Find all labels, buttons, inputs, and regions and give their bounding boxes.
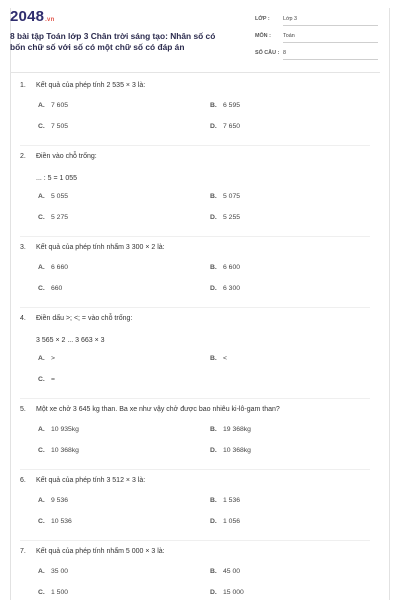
option-a[interactable]: A. 10 935kg [38, 426, 79, 433]
site-logo[interactable] [10, 8, 54, 25]
question-divider [20, 398, 370, 399]
option-b[interactable]: B. 6 595 [210, 102, 241, 109]
question-body: Kết quả của phép tính 2 535 × 3 là: [36, 82, 146, 89]
question-text [20, 402, 380, 424]
option-row [20, 495, 380, 516]
meta-value: 8 [283, 50, 378, 60]
question-body: Kết quả của phép tính nhẩm 3 300 × 2 là: [36, 244, 165, 251]
option-row [20, 212, 380, 233]
meta-value: Toán [283, 33, 378, 43]
option-d[interactable]: D. 10 368kg [210, 447, 251, 454]
option-c[interactable]: C. 5 275 [38, 214, 69, 221]
meta-label: MÔN : [255, 33, 271, 39]
question-number: 4. [20, 315, 26, 322]
question-divider [20, 307, 370, 308]
meta-label: LỚP : [255, 16, 270, 22]
question-1 [20, 78, 380, 146]
document-header [10, 8, 380, 70]
question-number: 6. [20, 477, 26, 484]
question-number: 2. [20, 153, 26, 160]
option-d[interactable]: D. 5 255 [210, 214, 241, 221]
option-b[interactable]: B. < [210, 355, 227, 362]
option-d[interactable]: D. 6 300 [210, 285, 241, 292]
option-row [20, 191, 380, 212]
question-text [20, 240, 380, 262]
question-body: Kết quả của phép tính 3 512 × 3 là: [36, 477, 146, 484]
option-row [20, 374, 380, 395]
option-b[interactable]: B. 45 00 [210, 568, 241, 575]
question-body: Điền vào chỗ trống: [36, 153, 97, 160]
option-row [20, 587, 380, 600]
option-c[interactable]: C. 10 536 [38, 518, 72, 525]
option-row [20, 100, 380, 121]
question-divider [20, 469, 370, 470]
question-7 [20, 544, 380, 600]
meta-row-class [255, 16, 385, 33]
meta-row-subject [255, 33, 385, 50]
question-divider [20, 145, 370, 146]
option-row [20, 424, 380, 445]
option-c[interactable]: C. 10 368kg [38, 447, 79, 454]
meta-row-count [255, 50, 385, 67]
question-body: Kết quả của phép tính nhẩm 5 000 × 3 là: [36, 548, 165, 555]
option-row [20, 283, 380, 304]
question-divider [20, 236, 370, 237]
question-number: 7. [20, 548, 26, 555]
page-title: 8 bài tập Toán lớp 3 Chân trời sáng tạo: Nhân số có bốn chữ số với số có một chữ số có đáp án [10, 31, 216, 52]
option-b[interactable]: B. 19 368kg [210, 426, 251, 433]
header-divider [10, 72, 380, 73]
option-a[interactable]: A. 35 00 [38, 568, 69, 575]
option-b[interactable]: B. 5 075 [210, 193, 241, 200]
option-c[interactable]: C. 7 505 [38, 123, 69, 130]
option-d[interactable]: D. 7 650 [210, 123, 241, 130]
option-d[interactable]: D. 15 000 [210, 589, 244, 596]
option-d[interactable]: D. 1 056 [210, 518, 241, 525]
question-6 [20, 473, 380, 541]
question-3 [20, 240, 380, 308]
logo-main: 2048 [10, 8, 45, 25]
question-4 [20, 311, 380, 399]
question-body: Điền dấu >; <; = vào chỗ trống: [36, 315, 133, 322]
meta-label: SỐ CÂU : [255, 50, 280, 56]
question-text [20, 149, 380, 171]
logo-sub: .vn [45, 17, 55, 23]
question-2 [20, 149, 380, 237]
question-text [20, 311, 380, 333]
option-c[interactable]: C. 1 500 [38, 589, 69, 596]
option-c[interactable]: C. 660 [38, 285, 63, 292]
option-c[interactable]: C. = [38, 376, 55, 383]
option-a[interactable]: A. 6 660 [38, 264, 69, 271]
question-text [20, 473, 380, 495]
option-row [20, 516, 380, 537]
question-5 [20, 402, 380, 470]
question-body: Một xe chở 3 645 kg than. Ba xe như vậy chở được bao nhiêu ki-lô-gam than? [36, 406, 280, 413]
option-b[interactable]: B. 1 536 [210, 497, 241, 504]
question-number: 1. [20, 82, 26, 89]
question-list [20, 78, 380, 600]
question-expression: 3 565 × 2 ... 3 663 × 3 [36, 337, 105, 344]
option-row [20, 353, 380, 374]
option-row [20, 121, 380, 142]
option-a[interactable]: A. 7 605 [38, 102, 69, 109]
option-row [20, 445, 380, 466]
option-a[interactable]: A. 9 536 [38, 497, 69, 504]
meta-info [255, 16, 385, 67]
meta-value: Lớp 3 [283, 16, 378, 26]
option-a[interactable]: A. > [38, 355, 55, 362]
option-row [20, 262, 380, 283]
question-text [20, 544, 380, 566]
question-divider [20, 540, 370, 541]
option-b[interactable]: B. 6 600 [210, 264, 241, 271]
option-row [20, 566, 380, 587]
question-number: 3. [20, 244, 26, 251]
option-a[interactable]: A. 5 055 [38, 193, 69, 200]
question-number: 5. [20, 406, 26, 413]
question-expression: ... : 5 = 1 055 [36, 175, 78, 182]
question-text [20, 78, 380, 100]
